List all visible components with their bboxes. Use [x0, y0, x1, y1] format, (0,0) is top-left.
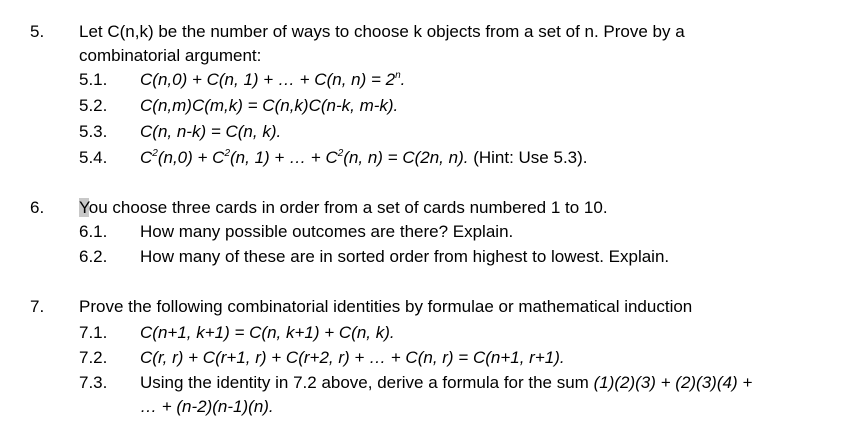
- problem-statement: You choose three cards in order from a set of cards numbered 1 to 10.: [79, 198, 608, 217]
- problem-number: 7.: [30, 297, 45, 316]
- statement-line: combinatorial argument:: [79, 46, 262, 65]
- subitem-number: 5.3.: [79, 122, 108, 141]
- subitem-text: How many of these are in sorted order from highest to lowest. Explain.: [140, 247, 670, 266]
- subitem-formula: $C^2(n,0) + C^2(n$, 1) + … + $C^2(n$, n) = C(2n, n). (Hint: Use 5.3).: [140, 148, 588, 167]
- problem-statement: [79, 20, 839, 68]
- subitem-formula: C(n,m)C(m,k) = C(n,k)C(n-k, m-k).: [140, 96, 399, 115]
- subitem-number: 7.2.: [79, 348, 108, 367]
- subitem-number: 5.1.: [79, 70, 108, 89]
- problem-number: 5.: [30, 22, 45, 41]
- subitem-number: 6.2.: [79, 247, 108, 266]
- subitem-formula: C(n, n-k) = C(n, k).: [140, 122, 282, 141]
- subitem-text: How many possible outcomes are there? Explain.: [140, 222, 514, 241]
- sum-formula: (1)(2)(3) + (2)(3)(4) +: [593, 373, 753, 392]
- subitem-number: 5.2.: [79, 96, 108, 115]
- subitem-text: Using the identity in 7.2 above, derive a formula for the sum (1)(2)(3) + (2)(3)(4) +: [140, 373, 753, 392]
- subitem-number: 7.1.: [79, 323, 108, 342]
- hint-text: (Hint: Use 5.3).: [468, 148, 588, 167]
- subitem-formula: C(r, r) + C(r+1, r) + C(r+2, r) + … + C(n, r) = C(n+1, r+1).: [140, 348, 565, 367]
- subitem-formula: C(n+1, k+1) = C(n, k+1) + C(n, k).: [140, 323, 395, 342]
- text-cursor-highlight: Y: [79, 198, 89, 217]
- subitem-number: 6.1.: [79, 222, 108, 241]
- problem-number: 6.: [30, 198, 45, 217]
- superscript: n: [395, 70, 401, 81]
- statement-line: Let C(n,k) be the number of ways to choose k objects from a set of n. Prove by a: [79, 22, 685, 41]
- sum-formula-continued: … + (n-2)(n-1)(n).: [140, 397, 274, 416]
- subitem-number: 5.4.: [79, 148, 108, 167]
- problem-statement: Prove the following combinatorial identities by formulae or mathematical induction: [79, 297, 693, 316]
- subitem-formula: C(n,0) + C(n, 1) + … + C(n, $n) = 2^n$.: [140, 70, 406, 89]
- subitem-number: 7.3.: [79, 373, 108, 392]
